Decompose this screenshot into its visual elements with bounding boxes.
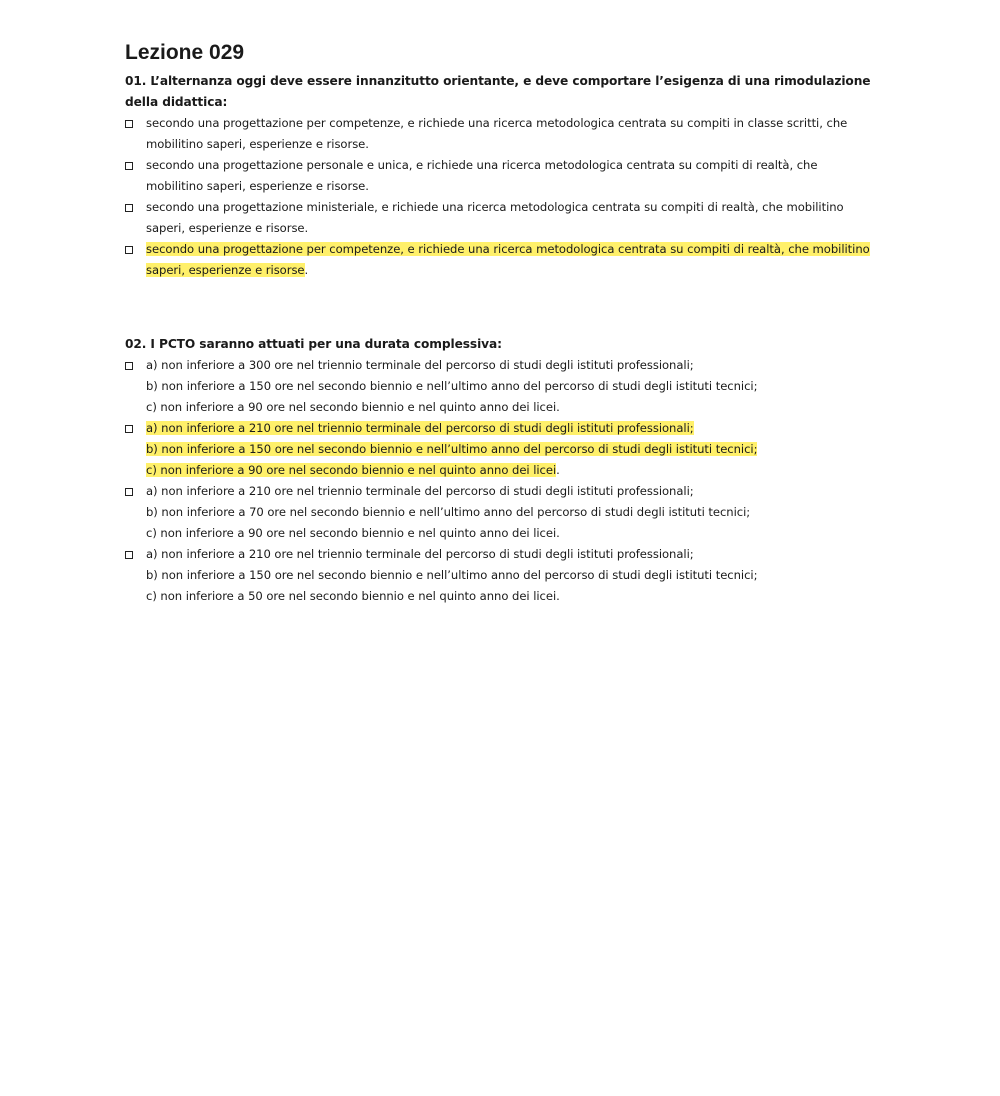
checkbox-icon[interactable] [125, 162, 133, 170]
answer-option[interactable] [125, 481, 875, 544]
answer-option-correct[interactable] [125, 418, 875, 481]
page-title: Lezione 029 [125, 41, 245, 64]
checkbox-icon[interactable] [125, 204, 133, 212]
highlighted-answer-text: b) non inferiore a 150 ore nel secondo biennio e nell’ultimo anno del percorso di studi degli istituti tecnici; [146, 442, 758, 456]
answer-line-b: b) non inferiore a 150 ore nel secondo biennio e nell’ultimo anno del percorso di studi degli istituti tecnici; [146, 568, 758, 582]
checkbox-icon[interactable] [125, 551, 133, 559]
answer-line-a: a) non inferiore a 210 ore nel triennio terminale del percorso di studi degli istituti professionali; [146, 484, 694, 498]
answer-text: secondo una progettazione ministeriale, e richiede una ricerca metodologica centrata su compiti di realtà, che mobilitino saperi, esperienze e risorse. [146, 200, 844, 235]
answer-option[interactable] [125, 355, 875, 418]
answer-list [125, 113, 875, 281]
document-page [125, 38, 875, 607]
question-02 [125, 334, 875, 607]
answer-line-c: c) non inferiore a 50 ore nel secondo biennio e nel quinto anno dei licei. [146, 589, 560, 603]
highlighted-answer-text: a) non inferiore a 210 ore nel triennio terminale del percorso di studi degli istituti professionali; [146, 421, 694, 435]
answer-line-a: a) non inferiore a 300 ore nel triennio terminale del percorso di studi degli istituti professionali; [146, 358, 694, 372]
highlighted-answer-text: secondo una progettazione per competenze, e richiede una ricerca metodologica centrata su compiti di realtà, che mobilitino saperi, esperienze e risorse [146, 242, 870, 277]
checkbox-icon[interactable] [125, 120, 133, 128]
question-01 [125, 71, 875, 281]
checkbox-icon[interactable] [125, 488, 133, 496]
answer-line-c: c) non inferiore a 90 ore nel secondo biennio e nel quinto anno dei licei. [146, 400, 560, 414]
answer-option[interactable] [125, 197, 875, 239]
checkbox-icon[interactable] [125, 425, 133, 433]
answer-list [125, 355, 875, 607]
answer-line-c [146, 460, 875, 481]
checkbox-icon[interactable] [125, 246, 133, 254]
answer-line-b: b) non inferiore a 70 ore nel secondo biennio e nell’ultimo anno del percorso di studi degli istituti tecnici; [146, 505, 751, 519]
answer-line-a [146, 418, 875, 439]
highlighted-answer-text: c) non inferiore a 90 ore nel secondo biennio e nel quinto anno dei licei [146, 463, 557, 477]
question-text: 02. I PCTO saranno attuati per una durata complessiva: [125, 337, 502, 351]
answer-option[interactable] [125, 113, 875, 155]
answer-text-tail: . [304, 263, 309, 277]
question-text: 01. L’alternanza oggi deve essere innanzitutto orientante, e deve comportare l’esigenza di una rimodulazione della didattica: [125, 74, 871, 109]
answer-line-c: c) non inferiore a 90 ore nel secondo biennio e nel quinto anno dei licei. [146, 526, 560, 540]
answer-text: secondo una progettazione personale e unica, e richiede una ricerca metodologica centrata su compiti di realtà, che mobilitino saperi, esperienze e risorse. [146, 158, 818, 193]
answer-text: secondo una progettazione per competenze, e richiede una ricerca metodologica centrata su compiti in classe scritti, che mobilitino saperi, esperienze e risorse. [146, 116, 848, 151]
checkbox-icon[interactable] [125, 362, 133, 370]
answer-text-tail: . [556, 463, 560, 477]
answer-line-a: a) non inferiore a 210 ore nel triennio terminale del percorso di studi degli istituti professionali; [146, 547, 694, 561]
answer-line-b [146, 439, 875, 460]
answer-option[interactable] [125, 544, 875, 607]
answer-option[interactable] [125, 155, 875, 197]
answer-option-correct[interactable] [125, 239, 875, 281]
answer-line-b: b) non inferiore a 150 ore nel secondo biennio e nell’ultimo anno del percorso di studi degli istituti tecnici; [146, 379, 758, 393]
